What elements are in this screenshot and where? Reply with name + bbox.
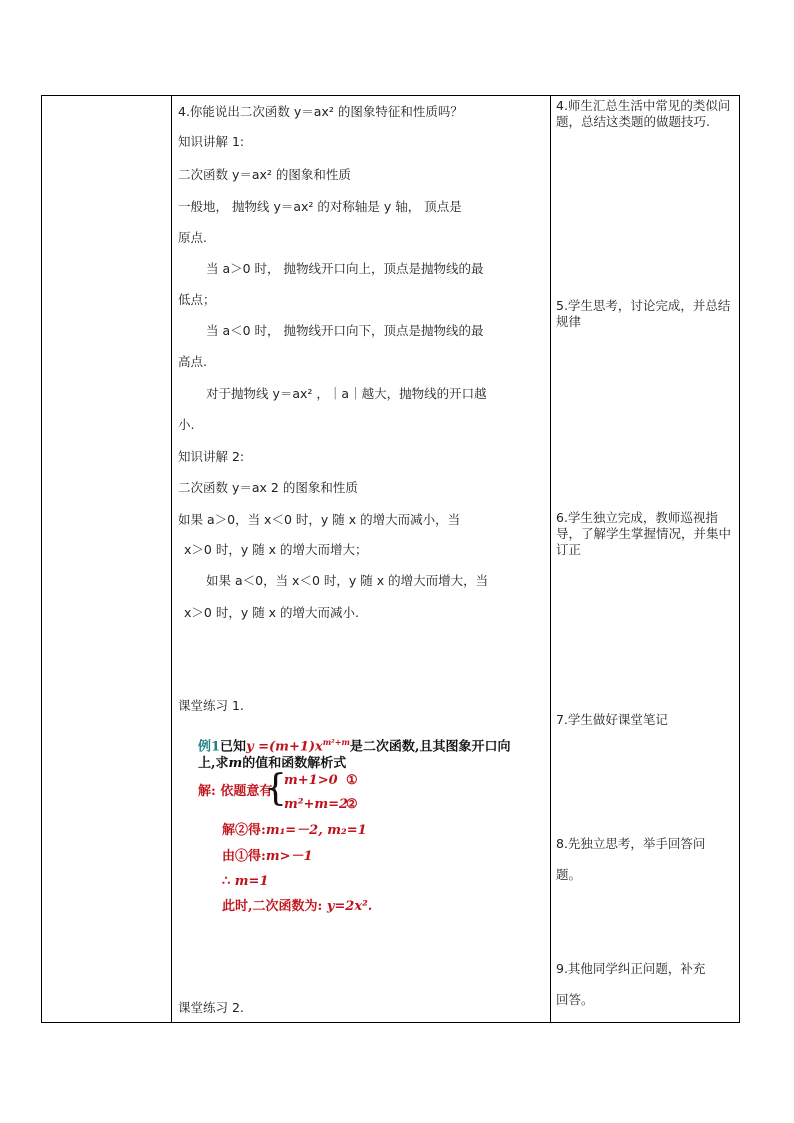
system-brace: { — [264, 768, 287, 809]
practice-1-title: 课堂练习 1. — [178, 698, 244, 713]
lesson-plan-table — [41, 95, 740, 1023]
knowledge-2-line: x＞0 时，y 随 x 的增大而减小. — [184, 605, 360, 620]
note-5: 5.学生思考，讨论完成，并总结规律 — [556, 298, 731, 329]
equation-1-mark: ① — [346, 773, 358, 788]
knowledge-2-subtitle: 二次函数 y＝ax 2 的图象和性质 — [178, 480, 358, 495]
function-expression: y =(m+1)x — [246, 739, 323, 755]
knowledge-2-line: x＞0 时，y 随 x 的增大而增大； — [184, 542, 368, 557]
solution-step-4: 此时,二次函数为: y=2x². — [222, 899, 373, 914]
left-column-cell — [42, 96, 172, 1023]
solution-step-1: 解②得:m₁=－2, m₂=1 — [222, 823, 367, 838]
note-8-cont: 题。 — [556, 867, 582, 882]
note-9-cont: 回答。 — [556, 992, 594, 1007]
note-6: 6.学生独立完成，教师巡视指导，了解学生掌握情况，并集中订正 — [556, 510, 732, 557]
solution-step-2: 由①得:m>－1 — [222, 849, 313, 864]
equation-2: m²+m=2 — [284, 797, 349, 812]
knowledge-1-line: 小. — [178, 417, 195, 432]
knowledge-1-line: 高点. — [178, 354, 207, 369]
note-4: 4.师生汇总生活中常见的类似问题，总结这类题的做题技巧. — [556, 98, 731, 129]
knowledge-1-line: 当 a＜0 时， 抛物线开口向下，顶点是抛物线的最 — [206, 323, 484, 338]
student-activity-cell — [551, 96, 740, 1023]
knowledge-2-line: 如果 a＞0，当 x＜0 时，y 随 x 的增大而减小，当 — [178, 512, 461, 527]
knowledge-2-title: 知识讲解 2: — [178, 449, 245, 464]
question-4: 4.你能说出二次函数 y＝ax² 的图象特征和性质吗？ — [178, 104, 463, 119]
equation-1: m+1>0 — [284, 773, 338, 788]
knowledge-1-line: 对于抛物线 y＝ax² ，｜a｜越大，抛物线的开口越 — [206, 386, 487, 401]
practice-2-title: 课堂练习 2. — [178, 1000, 244, 1015]
note-8: 8.先独立思考，举手回答问 — [556, 836, 706, 851]
knowledge-1-title: 知识讲解 1: — [178, 134, 245, 149]
note-7: 7.学生做好课堂笔记 — [556, 712, 668, 727]
teaching-content-cell — [172, 96, 551, 1023]
example-label: 例1 — [198, 739, 221, 755]
knowledge-1-subtitle: 二次函数 y＝ax² 的图象和性质 — [178, 167, 351, 182]
solution-step-3: ∴ m=1 — [222, 874, 269, 889]
table-row — [42, 96, 740, 1023]
knowledge-1-line: 一般地， 抛物线 y＝ax² 的对称轴是 y 轴， 顶点是 — [178, 199, 462, 214]
example-statement-line2: 上,求m的值和函数解析式 — [198, 756, 347, 771]
solution-label: 解: 依题意有: — [198, 784, 278, 799]
knowledge-2-line: 如果 a＜0，当 x＜0 时，y 随 x 的增大而增大，当 — [206, 573, 489, 588]
note-9: 9.其他同学纠正问题，补充 — [556, 961, 706, 976]
equation-2-mark: ② — [346, 797, 358, 812]
knowledge-1-line: 当 a＞0 时， 抛物线开口向上，顶点是抛物线的最 — [206, 261, 484, 276]
knowledge-1-line: 低点； — [178, 292, 216, 307]
knowledge-1-line: 原点. — [178, 230, 207, 245]
example-statement: 例1已知$y =(m+1)x^{m^2+m}$是二次函数,且其图象开口向 — [198, 737, 511, 755]
